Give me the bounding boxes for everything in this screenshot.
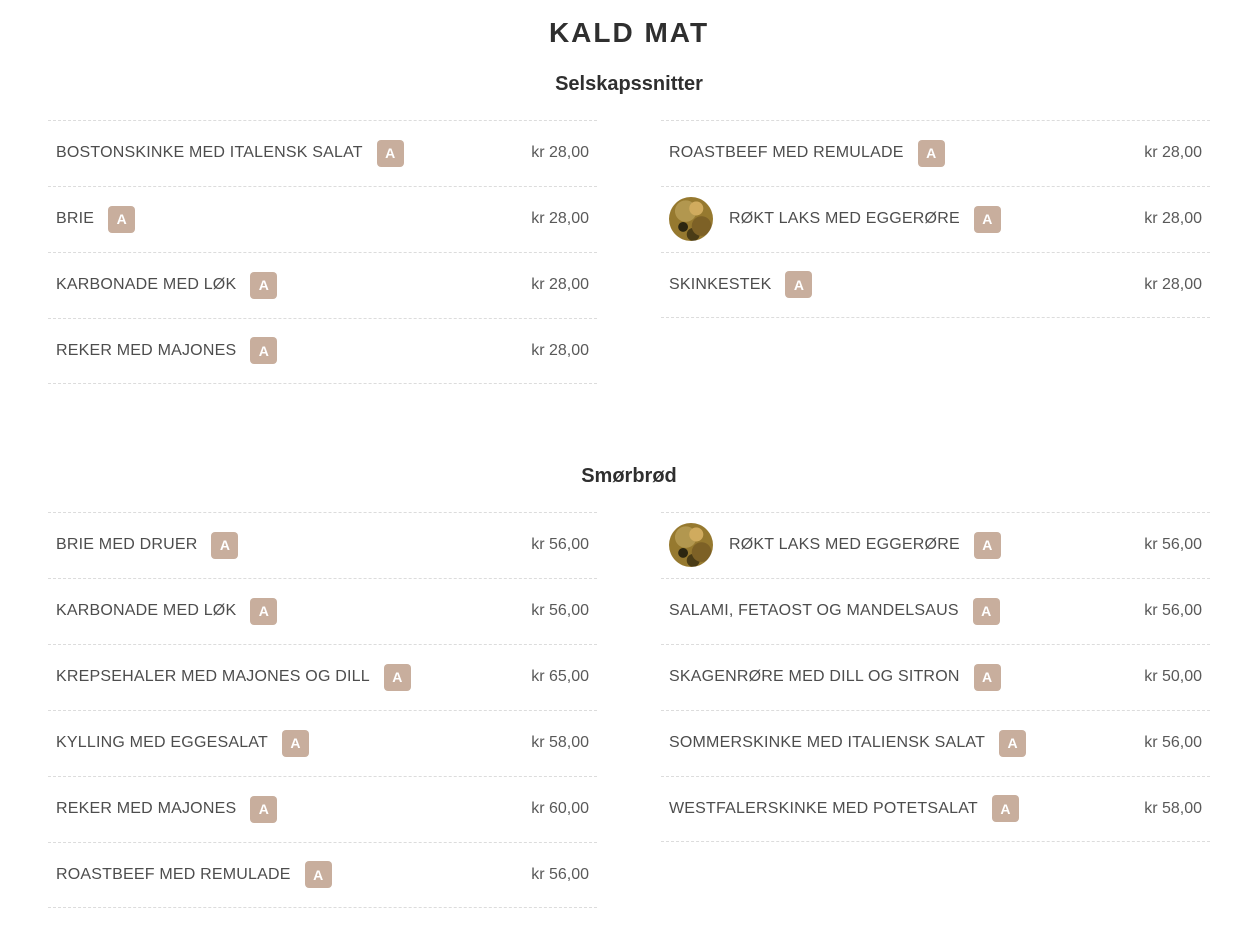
- item-price: kr 56,00: [1144, 536, 1202, 554]
- page-title: KALD MAT: [548, 17, 710, 48]
- menu-item-info: [56, 796, 277, 823]
- menu-section: [48, 464, 1210, 908]
- menu-item-info: [56, 140, 404, 167]
- allergen-badge[interactable]: A: [282, 730, 309, 757]
- item-name: WESTFALERSKINKE MED POTETSALAT: [669, 799, 978, 817]
- menu-column-right: [661, 512, 1210, 842]
- menu-item-info: [56, 337, 277, 364]
- menu-item-row[interactable]: [48, 710, 597, 776]
- menu-item-info: [669, 795, 1019, 822]
- item-price: kr 50,00: [1144, 668, 1202, 686]
- menu-item-info: [56, 664, 411, 691]
- menu-column-left: [48, 512, 597, 908]
- item-price: kr 56,00: [1144, 734, 1202, 752]
- menu-item-info: [56, 598, 277, 625]
- menu-item-row[interactable]: [661, 776, 1210, 842]
- menu-item-row[interactable]: [48, 120, 597, 186]
- section-title: Smørbrød: [581, 464, 677, 487]
- allergen-badge[interactable]: A: [973, 598, 1000, 625]
- allergen-badge[interactable]: A: [250, 272, 277, 299]
- menu-item-info: [56, 730, 309, 757]
- item-price: kr 28,00: [1144, 275, 1202, 293]
- item-name: SKAGENRØRE MED DILL OG SITRON: [669, 668, 960, 686]
- item-name: REKER MED MAJONES: [56, 341, 237, 359]
- item-price: kr 28,00: [531, 210, 589, 228]
- menu-item-info: [669, 197, 1001, 241]
- menu-item-row[interactable]: [48, 186, 597, 252]
- section-columns: [48, 512, 1210, 908]
- menu-item-info: [669, 523, 1001, 567]
- item-price: kr 60,00: [531, 800, 589, 818]
- item-name: BRIE: [56, 210, 95, 228]
- allergen-badge[interactable]: A: [305, 861, 332, 888]
- item-price: kr 28,00: [531, 341, 589, 359]
- item-name: SOMMERSKINKE MED ITALIENSK SALAT: [669, 734, 986, 752]
- menu-item-row[interactable]: [48, 842, 597, 908]
- menu-item-info: [56, 532, 238, 559]
- menu-item-row[interactable]: [48, 318, 597, 384]
- item-price: kr 65,00: [531, 668, 589, 686]
- menu-column-right: [661, 120, 1210, 318]
- item-name: KYLLING MED EGGESALAT: [56, 734, 268, 752]
- allergen-badge[interactable]: A: [250, 796, 277, 823]
- menu-item-info: [56, 206, 135, 233]
- allergen-badge[interactable]: A: [974, 664, 1001, 691]
- allergen-badge[interactable]: A: [384, 664, 411, 691]
- allergen-badge[interactable]: A: [999, 730, 1026, 757]
- item-price: kr 58,00: [1144, 799, 1202, 817]
- menu-sections: [48, 72, 1210, 908]
- allergen-badge[interactable]: A: [250, 337, 277, 364]
- menu-item-row[interactable]: [48, 578, 597, 644]
- allergen-badge[interactable]: A: [974, 532, 1001, 559]
- menu-item-row[interactable]: [48, 512, 597, 578]
- menu-item-row[interactable]: [48, 776, 597, 842]
- item-price: kr 56,00: [531, 602, 589, 620]
- menu-column-left: [48, 120, 597, 384]
- allergen-badge[interactable]: A: [918, 140, 945, 167]
- menu-item-info: [56, 272, 277, 299]
- allergen-badge[interactable]: A: [108, 206, 135, 233]
- item-name: SKINKESTEK: [669, 275, 772, 293]
- item-name: BOSTONSKINKE MED ITALENSK SALAT: [56, 144, 363, 162]
- item-name: RØKT LAKS MED EGGERØRE: [729, 210, 960, 228]
- menu-item-info: [669, 271, 812, 298]
- menu-item-row[interactable]: [661, 644, 1210, 710]
- item-name: ROASTBEEF MED REMULADE: [669, 144, 904, 162]
- menu-item-row[interactable]: [661, 710, 1210, 776]
- item-price: kr 56,00: [531, 865, 589, 883]
- item-name: RØKT LAKS MED EGGERØRE: [729, 536, 960, 554]
- item-name: SALAMI, FETAOST OG MANDELSAUS: [669, 602, 959, 620]
- item-name: ROASTBEEF MED REMULADE: [56, 865, 291, 883]
- allergen-badge[interactable]: A: [211, 532, 238, 559]
- menu-item-info: [669, 664, 1001, 691]
- section-title: Selskapssnitter: [555, 72, 703, 95]
- item-name: KREPSEHALER MED MAJONES OG DILL: [56, 668, 370, 686]
- menu-item-info: [669, 730, 1026, 757]
- allergen-badge[interactable]: A: [250, 598, 277, 625]
- menu-item-info: [669, 140, 945, 167]
- item-price: kr 28,00: [531, 276, 589, 294]
- menu-item-row[interactable]: [661, 578, 1210, 644]
- menu-item-row[interactable]: [661, 252, 1210, 318]
- menu-item-row[interactable]: [48, 252, 597, 318]
- menu-item-info: [56, 861, 332, 888]
- allergen-badge[interactable]: A: [377, 140, 404, 167]
- item-price: kr 56,00: [1144, 602, 1202, 620]
- allergen-badge[interactable]: A: [992, 795, 1019, 822]
- item-price: kr 58,00: [531, 734, 589, 752]
- item-price: kr 28,00: [531, 144, 589, 162]
- allergen-badge[interactable]: A: [974, 206, 1001, 233]
- menu-item-row[interactable]: [48, 644, 597, 710]
- item-name: KARBONADE MED LØK: [56, 602, 237, 620]
- menu-item-info: [669, 598, 1000, 625]
- menu-section: [48, 72, 1210, 384]
- item-price: kr 28,00: [1144, 210, 1202, 228]
- menu-item-row[interactable]: [661, 186, 1210, 252]
- item-price: kr 28,00: [1144, 144, 1202, 162]
- dish-photo[interactable]: [669, 197, 713, 241]
- menu-item-row[interactable]: [661, 120, 1210, 186]
- item-name: KARBONADE MED LØK: [56, 276, 237, 294]
- menu-item-row[interactable]: [661, 512, 1210, 578]
- section-columns: [48, 120, 1210, 384]
- item-price: kr 56,00: [531, 536, 589, 554]
- item-name: BRIE MED DRUER: [56, 536, 198, 554]
- allergen-badge[interactable]: A: [785, 271, 812, 298]
- item-name: REKER MED MAJONES: [56, 800, 237, 818]
- dish-photo[interactable]: [669, 523, 713, 567]
